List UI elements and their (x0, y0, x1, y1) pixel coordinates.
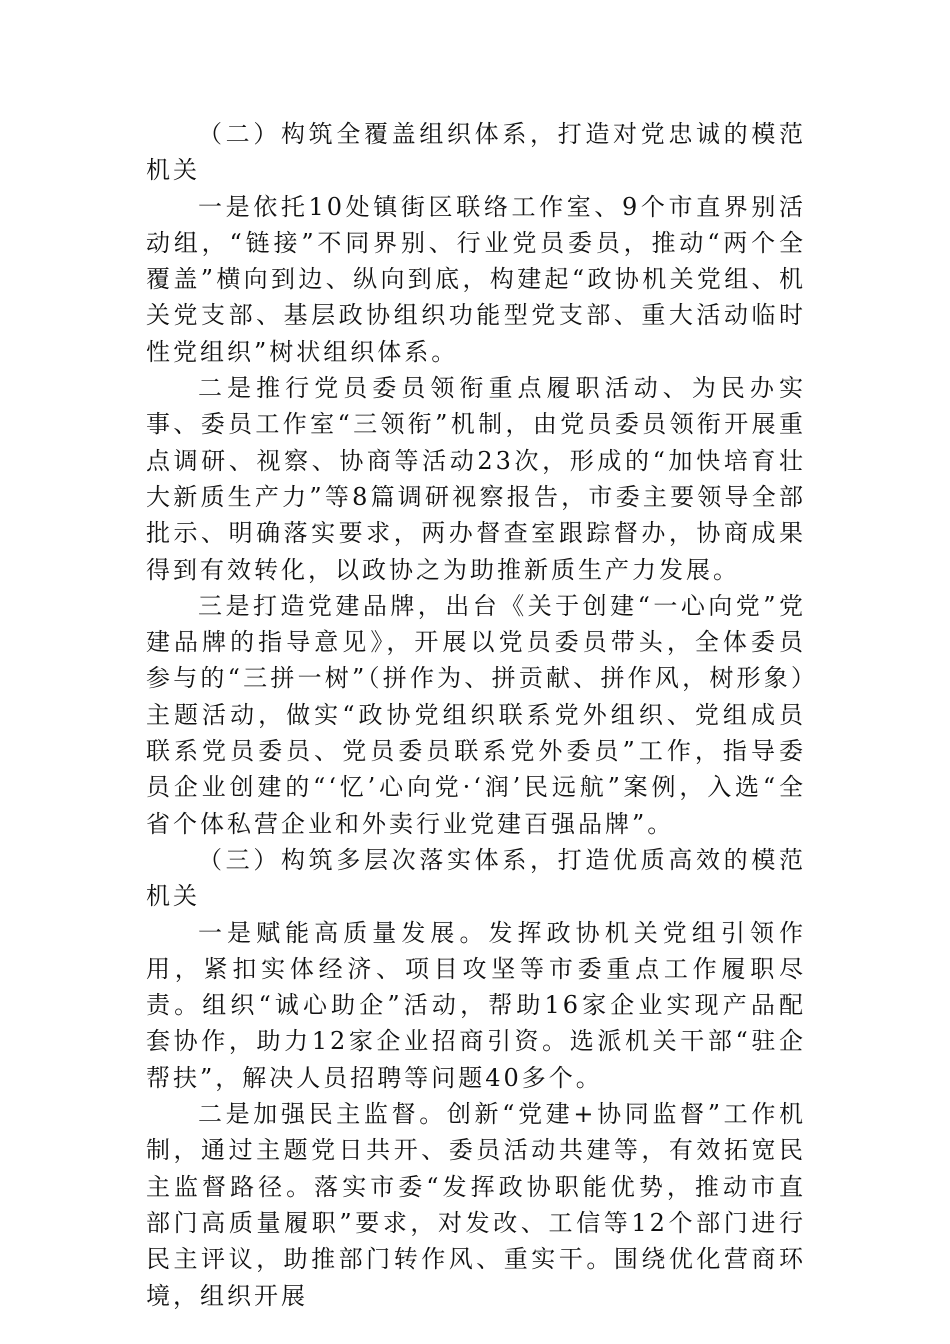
body-paragraph-4: 一是赋能高质量发展。发挥政协机关党组引领作用，紧扣实体经济、项目攻坚等市委重点工作履职尽责。组织“诚心助企”活动，帮助16家企业实现产品配套协作，助力12家企业招商引资。选派机关干部“驻企帮扶”，解决人员招聘等问题40多个。 (146, 918, 806, 1092)
body-paragraph-2: 二是推行党员委员领衔重点履职活动、为民办实事、委员工作室“三领衔”机制，由党员委员领衔开展重点调研、视察、协商等活动23次，形成的“加快培育壮大新质生产力”等8篇调研视察报告，市委主要领导全部批示、明确落实要求，两办督查室跟踪督办，协商成果得到有效转化，以政协之为助推新质生产力发展。 (146, 374, 806, 584)
body-paragraph-5: 二是加强民主监督。创新“党建+协同监督”工作机制，通过主题党日共开、委员活动共建等，有效拓宽民主监督路径。落实市委“发挥政协职能优势，推动市直部门高质量履职”要求，对发改、工信等12个部门进行民主评议，助推部门转作风、重实干。围绕优化营商环境，组织开展 (146, 1100, 806, 1310)
section-heading-3: （三）构筑多层次落实体系，打造优质高效的模范机关 (146, 845, 806, 911)
document-page (146, 116, 806, 1314)
body-paragraph-1: 一是依托10处镇街区联络工作室、9个市直界别活动组，“链接”不同界别、行业党员委员，推动“两个全覆盖”横向到边、纵向到底，构建起“政协机关党组、机关党支部、基层政协组织功能型党支部、重大活动临时性党组织”树状组织体系。 (146, 192, 806, 366)
section-heading-2: （二）构筑全覆盖组织体系，打造对党忠诚的模范机关 (146, 120, 806, 185)
body-paragraph-3: 三是打造党建品牌，出台《关于创建“一心向党”党建品牌的指导意见》，开展以党员委员带头，全体委员参与的“三拼一树”（拼作为、拼贡献、拼作风，树形象）主题活动，做实“政协党组织联系党外组织、党组成员联系党员委员、党员委员联系党外委员”工作，指导委员企业创建的“‘忆’心向党·‘润’民远航”案例，入选“全省个体私营企业和外卖行业党建百强品牌”。 (146, 591, 806, 838)
